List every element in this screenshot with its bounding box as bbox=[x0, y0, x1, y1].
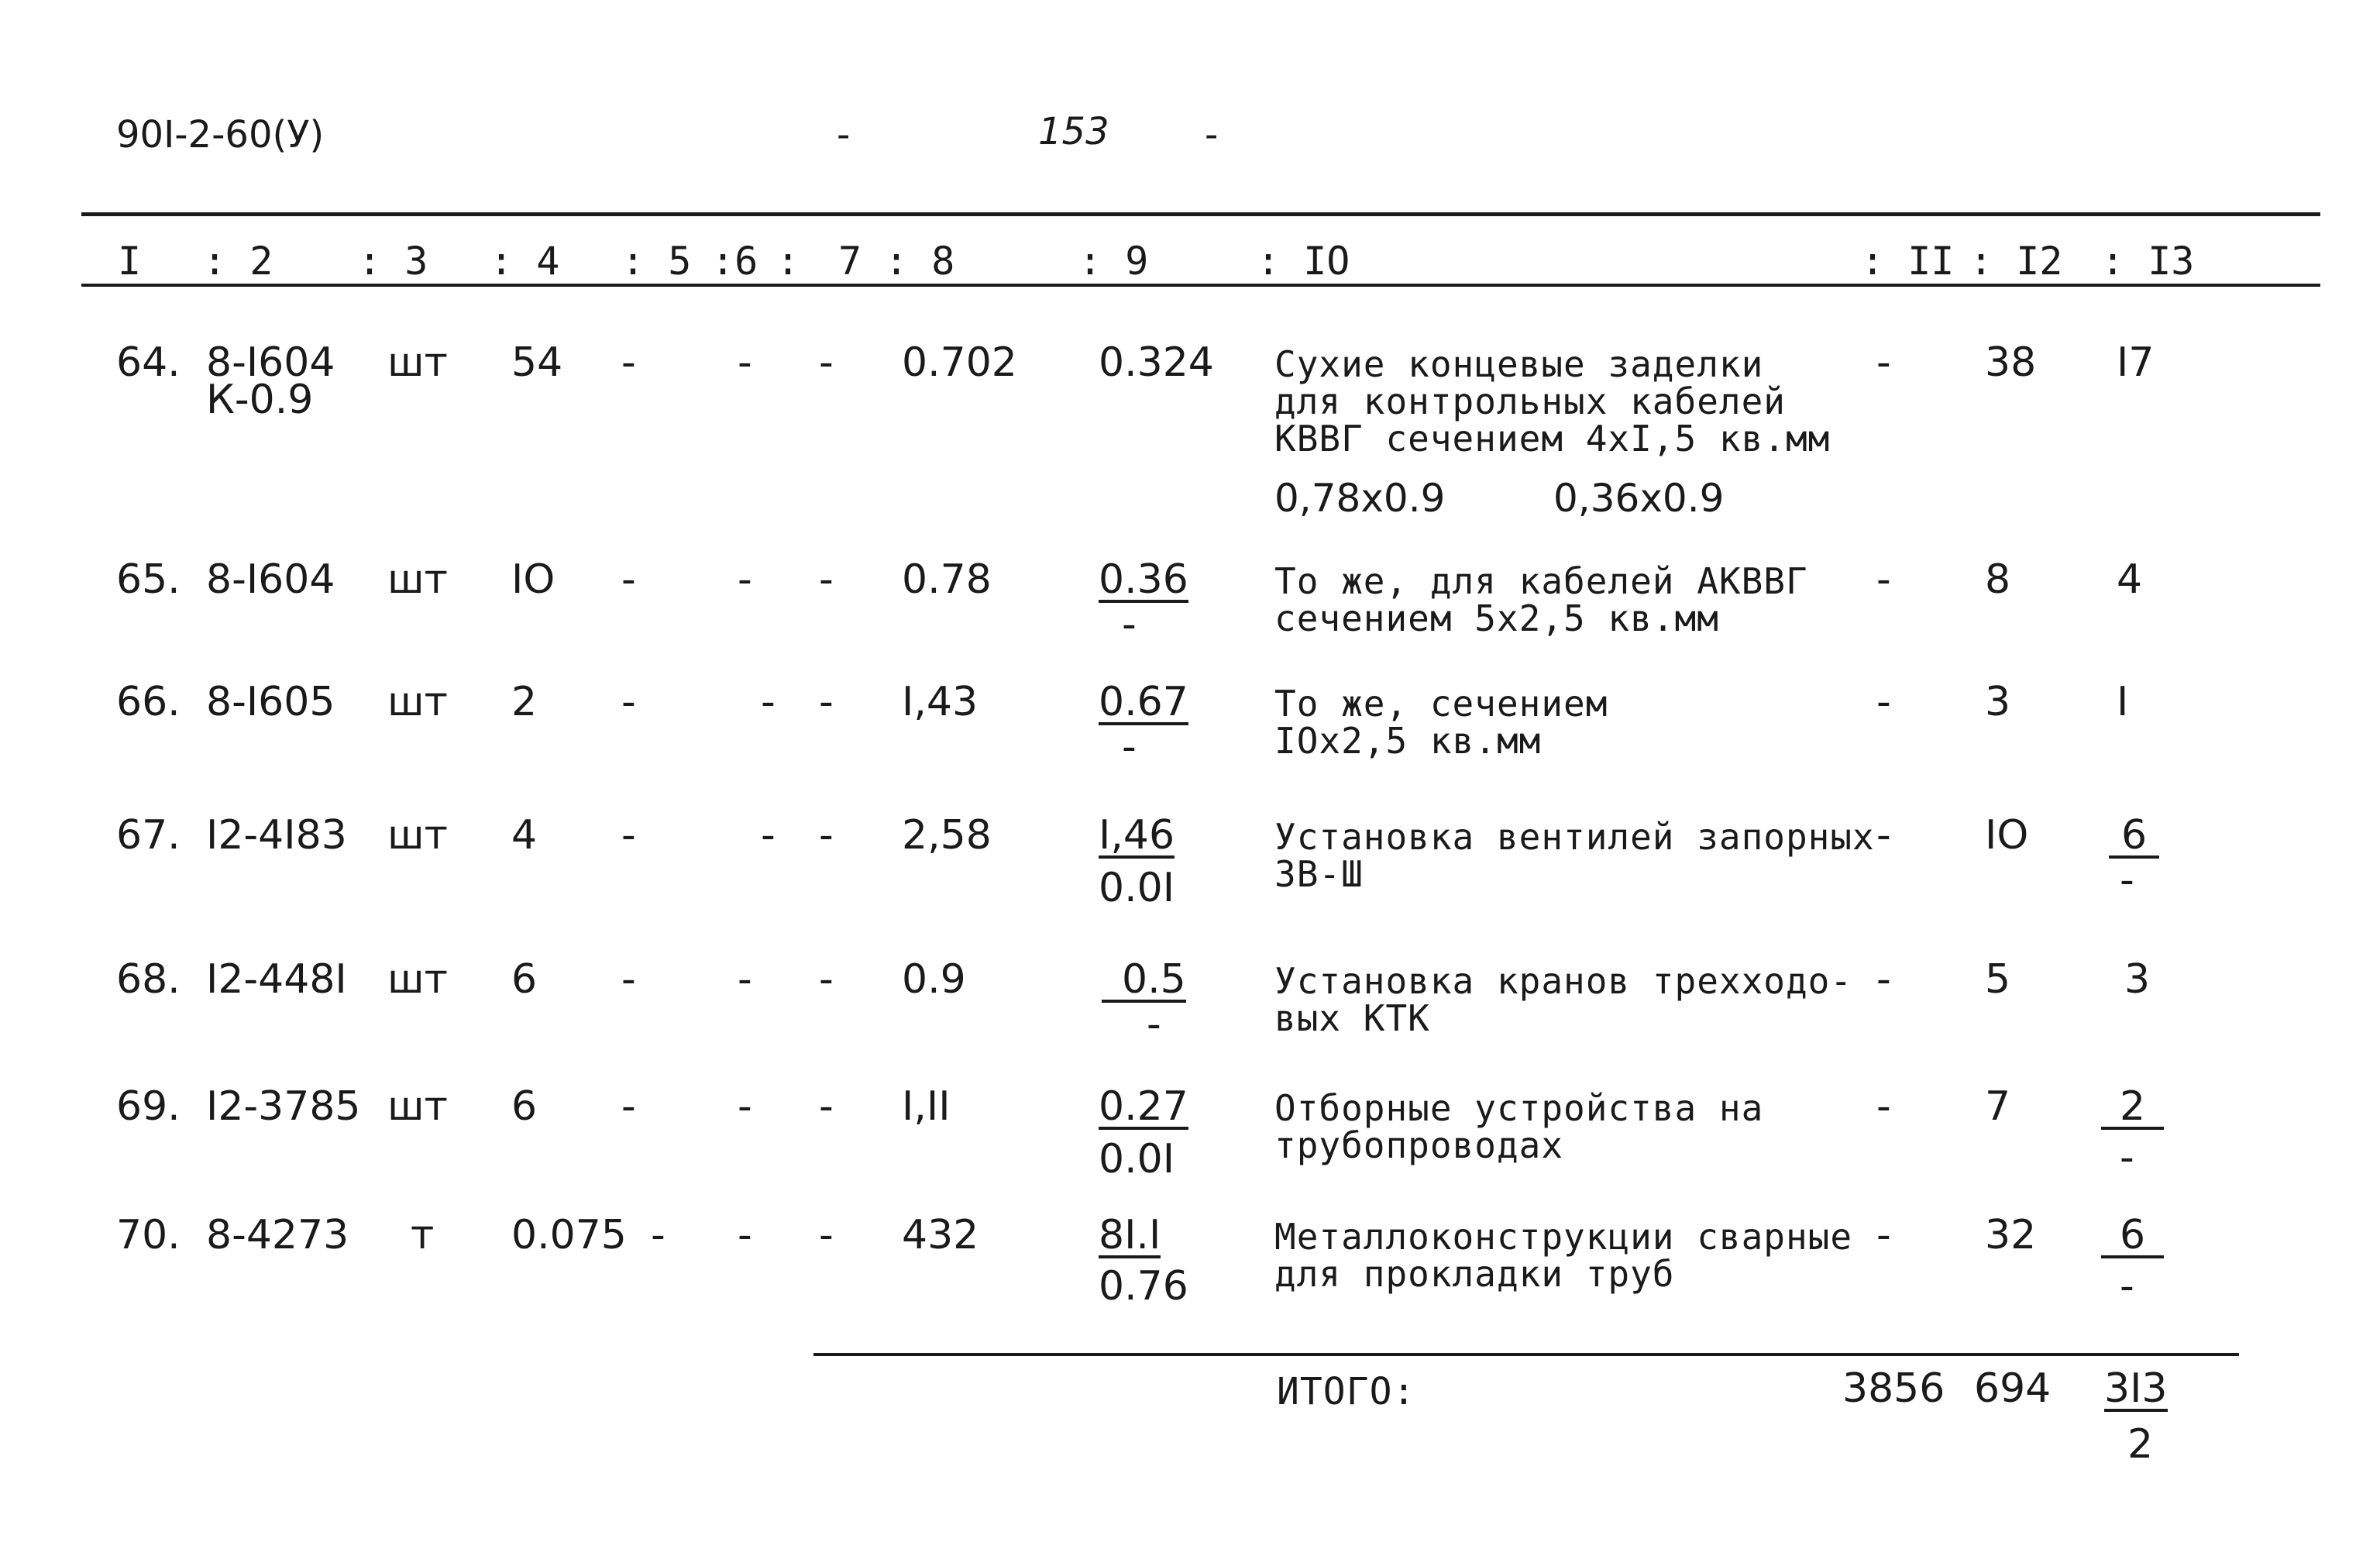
col5-value: - bbox=[621, 956, 636, 1003]
col9-subvalue: - bbox=[1122, 601, 1137, 648]
col7-value: - bbox=[819, 339, 834, 386]
column-header: I bbox=[118, 239, 142, 284]
description-note: 0,36х0.9 bbox=[1553, 476, 1725, 521]
header-dash-left: - bbox=[837, 113, 851, 157]
norm-coefficient: К-0.9 bbox=[206, 377, 314, 423]
col7-value: - bbox=[819, 1083, 834, 1130]
col8-value: 432 bbox=[902, 1212, 979, 1258]
quantity: 4 bbox=[511, 812, 538, 859]
col6-value: - bbox=[761, 812, 776, 859]
col13-value: 6 bbox=[2101, 1215, 2164, 1258]
description-line: вых КТК bbox=[1274, 997, 1430, 1039]
col5-value: - bbox=[651, 1212, 666, 1258]
quantity: 6 bbox=[511, 956, 538, 1003]
total-col13: 3I3 bbox=[2104, 1365, 2168, 1412]
top-rule bbox=[81, 212, 2320, 216]
col9-value: 0.67 bbox=[1099, 679, 1188, 725]
unit: шт bbox=[387, 956, 448, 1003]
col7-value: - bbox=[819, 679, 834, 725]
col6-value: - bbox=[761, 679, 776, 725]
col6-value: - bbox=[738, 1083, 752, 1130]
column-header: : 5 bbox=[621, 239, 692, 284]
norm-code: I2-3785 bbox=[206, 1083, 361, 1130]
col9-subvalue: - bbox=[1147, 1001, 1161, 1048]
col12-value: 32 bbox=[1985, 1212, 2037, 1258]
norm-code: 8-I605 bbox=[206, 679, 335, 725]
col9-value: 0.36 bbox=[1099, 556, 1188, 603]
col9-subvalue: 0.76 bbox=[1099, 1263, 1188, 1310]
description-note: 0,78х0.9 bbox=[1274, 476, 1446, 521]
quantity: 6 bbox=[511, 1083, 538, 1130]
description-line: для контрольных кабелей bbox=[1274, 380, 1786, 422]
quantity: 0.075 bbox=[511, 1212, 627, 1258]
description-line: сечением 5х2,5 кв.мм bbox=[1274, 597, 1719, 639]
col7-value: - bbox=[819, 556, 834, 603]
description-line: IOх2,5 кв.мм bbox=[1274, 720, 1542, 762]
column-header: : 4 bbox=[490, 239, 560, 284]
col9-value: 0.324 bbox=[1099, 339, 1214, 386]
total-col12: 694 bbox=[1974, 1365, 2052, 1412]
column-header: : 3 bbox=[358, 239, 428, 284]
column-header: : I3 bbox=[2101, 239, 2195, 284]
col11-value: - bbox=[1876, 956, 1891, 1003]
description-line: для прокладки труб bbox=[1274, 1253, 1675, 1295]
col6-value: - bbox=[738, 339, 752, 386]
col7-value: - bbox=[819, 1212, 834, 1258]
description-line: трубопроводах bbox=[1274, 1124, 1564, 1166]
quantity: 54 bbox=[511, 339, 563, 386]
col5-value: - bbox=[621, 679, 636, 725]
description-line: То же, сечением bbox=[1274, 683, 1608, 725]
col9-subvalue: 0.0I bbox=[1099, 865, 1175, 911]
col9-value: 0.27 bbox=[1099, 1083, 1188, 1130]
col12-value: IO bbox=[1985, 812, 2029, 859]
unit: шт bbox=[387, 679, 448, 725]
col12-value: 38 bbox=[1985, 339, 2037, 386]
col5-value: - bbox=[621, 1083, 636, 1130]
row-number: 66. bbox=[116, 679, 181, 725]
column-header: 7 bbox=[838, 239, 862, 284]
col13-value: 6 bbox=[2109, 815, 2159, 859]
col12-value: 7 bbox=[1985, 1083, 2011, 1130]
description-line: Отборные устройства на bbox=[1274, 1087, 1764, 1129]
col11-value: - bbox=[1876, 1212, 1891, 1258]
description-line: То же, для кабелей АКВВГ bbox=[1274, 560, 1808, 602]
col5-value: - bbox=[621, 339, 636, 386]
row-number: 70. bbox=[116, 1212, 181, 1258]
norm-code: 8-I604 bbox=[206, 556, 335, 603]
header-dash-right: - bbox=[1205, 113, 1219, 157]
col11-value: - bbox=[1876, 812, 1891, 859]
col13-value: I7 bbox=[2117, 339, 2155, 386]
col11-value: - bbox=[1876, 679, 1891, 725]
col9-value: I,46 bbox=[1099, 812, 1175, 859]
col9-value: 8I.I bbox=[1099, 1212, 1161, 1258]
col6-value: - bbox=[738, 556, 752, 603]
column-header: : I2 bbox=[1969, 239, 2063, 284]
row-number: 65. bbox=[116, 556, 181, 603]
row-number: 67. bbox=[116, 812, 181, 859]
col12-value: 8 bbox=[1985, 556, 2011, 603]
col9-value: 0.5 bbox=[1102, 959, 1186, 1003]
total-label: ИТОГО: bbox=[1277, 1370, 1416, 1413]
column-header: : 8 bbox=[885, 239, 955, 284]
col13-value: I bbox=[2117, 679, 2129, 725]
unit: т bbox=[411, 1212, 435, 1258]
col11-value: - bbox=[1876, 1083, 1891, 1130]
col11-value: - bbox=[1876, 339, 1891, 386]
unit: шт bbox=[387, 812, 448, 859]
description-line: Металлоконструкции сварные bbox=[1274, 1216, 1853, 1258]
col13-value: 4 bbox=[2117, 556, 2143, 603]
col13-subvalue: - bbox=[2120, 1134, 2134, 1181]
col13-value: 2 bbox=[2101, 1086, 2164, 1130]
quantity: 2 bbox=[511, 679, 538, 725]
col12-value: 3 bbox=[1985, 679, 2011, 725]
document-code: 90I-2-60(У) bbox=[116, 113, 325, 157]
column-header: : bbox=[776, 239, 800, 284]
description-line: Установка кранов трехходо- bbox=[1274, 960, 1853, 1002]
description-line: Сухие концевые заделки bbox=[1274, 343, 1764, 385]
col6-value: - bbox=[738, 1212, 752, 1258]
row-number: 69. bbox=[116, 1083, 181, 1130]
col8-value: I,II bbox=[902, 1083, 951, 1130]
column-header: : 2 bbox=[203, 239, 273, 284]
header-rule bbox=[81, 284, 2320, 287]
row-number: 68. bbox=[116, 956, 181, 1003]
col5-value: - bbox=[621, 812, 636, 859]
col13-subvalue: - bbox=[2120, 1263, 2134, 1310]
col13-value: 3 bbox=[2124, 956, 2151, 1003]
col11-value: - bbox=[1876, 556, 1891, 603]
col8-value: 2,58 bbox=[902, 812, 992, 859]
column-header: : IO bbox=[1257, 239, 1350, 284]
norm-code: I2-448I bbox=[206, 956, 347, 1003]
col8-value: 0.9 bbox=[902, 956, 966, 1003]
col13-subvalue: - bbox=[2120, 857, 2134, 904]
col12-value: 5 bbox=[1985, 956, 2011, 1003]
col7-value: - bbox=[819, 812, 834, 859]
col8-value: I,43 bbox=[902, 679, 978, 725]
norm-code: 8-I604 bbox=[206, 339, 335, 386]
col9-subvalue: - bbox=[1122, 724, 1137, 770]
column-header: : II bbox=[1861, 239, 1955, 284]
col6-value: - bbox=[738, 956, 752, 1003]
col5-value: - bbox=[621, 556, 636, 603]
unit: шт bbox=[387, 556, 448, 603]
row-number: 64. bbox=[116, 339, 181, 386]
col9-subvalue: 0.0I bbox=[1099, 1136, 1175, 1182]
column-header: : 9 bbox=[1078, 239, 1149, 284]
total-col11: 3856 bbox=[1842, 1365, 1945, 1412]
total-rule bbox=[813, 1353, 2239, 1356]
col8-value: 0.702 bbox=[902, 339, 1017, 386]
page-number: 153 bbox=[1038, 110, 1109, 153]
total-col13-sub: 2 bbox=[2127, 1421, 2154, 1468]
quantity: IO bbox=[511, 556, 555, 603]
norm-code: 8-4273 bbox=[206, 1212, 349, 1258]
col7-value: - bbox=[819, 956, 834, 1003]
unit: шт bbox=[387, 339, 448, 386]
description-line: ЗВ-Ш bbox=[1274, 853, 1364, 895]
column-header: :6 bbox=[711, 239, 758, 284]
description-line: КВВГ сечением 4хI,5 кв.мм bbox=[1274, 418, 1831, 460]
description-line: Установка вентилей запорных bbox=[1274, 816, 1875, 858]
col8-value: 0.78 bbox=[902, 556, 992, 603]
unit: шт bbox=[387, 1083, 448, 1130]
norm-code: I2-4I83 bbox=[206, 812, 347, 859]
